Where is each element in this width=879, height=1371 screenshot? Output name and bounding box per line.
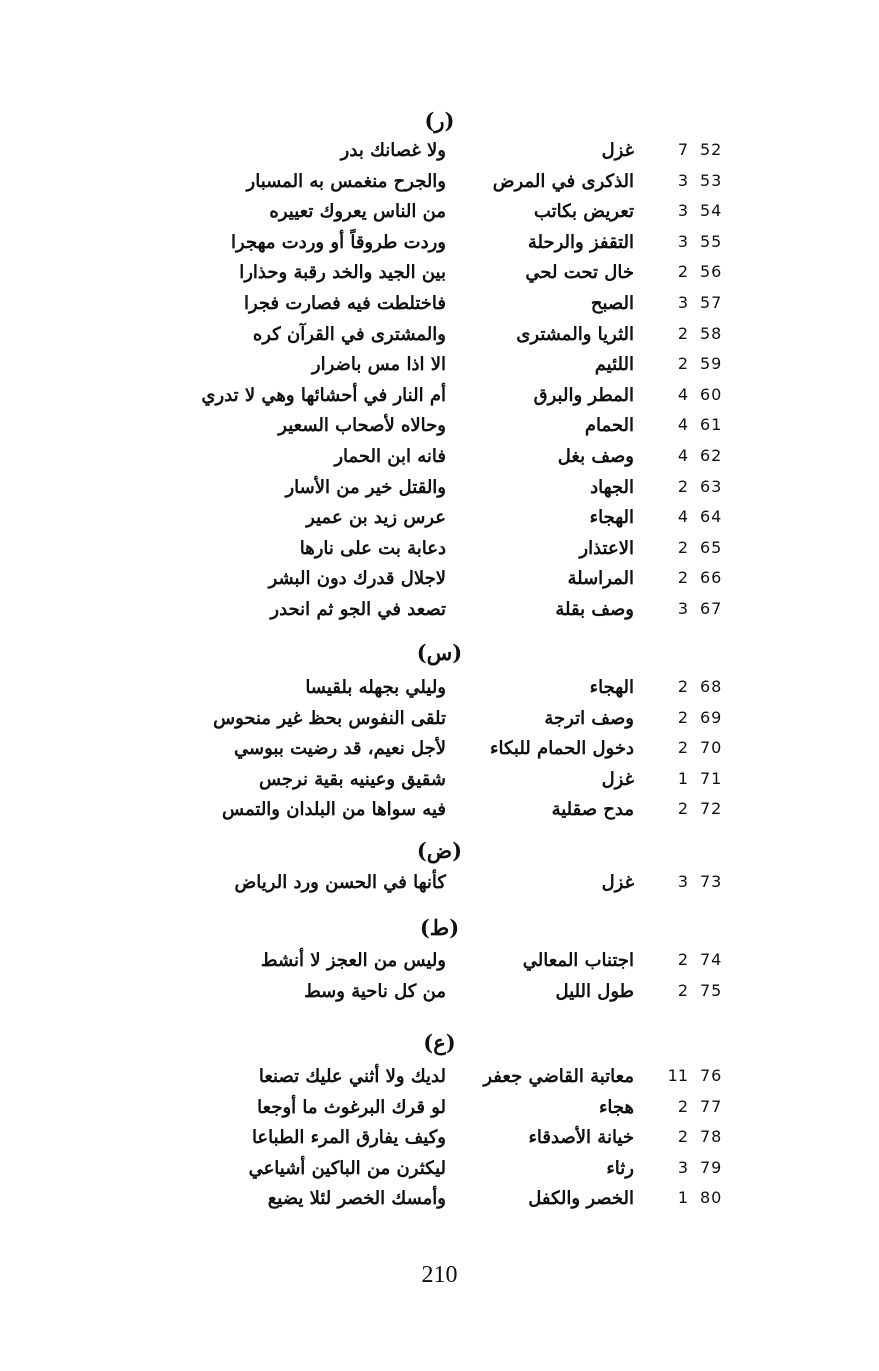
section-heading: (ع) (423, 1030, 456, 1055)
verse-count: 4 (677, 507, 688, 527)
poem-number: 52 (700, 140, 723, 159)
index-row (0, 1127, 879, 1157)
verse-excerpt: لو قرك البرغوث ما أوجعا (257, 1096, 446, 1118)
poem-topic: اجتناب المعالي (522, 950, 634, 971)
index-row (0, 568, 879, 598)
verse-count: 2 (677, 707, 688, 727)
poem-number: 68 (700, 677, 723, 696)
section-heading: (ر) (424, 108, 455, 133)
verse-count: 2 (677, 537, 688, 557)
index-row (0, 872, 879, 902)
verse-count: 2 (677, 262, 688, 282)
poem-topic: اللئيم (594, 354, 634, 376)
verse-excerpt: فيه سواها من البلدان والتمس (222, 799, 446, 821)
poem-topic: المطر والبرق (533, 384, 634, 406)
verse-excerpt: وليس من العجز لا أنشط (260, 950, 446, 971)
verse-excerpt: وكيف يفارق المرء الطباعا (251, 1127, 446, 1149)
poem-number: 79 (700, 1157, 723, 1177)
index-row (0, 677, 879, 707)
verse-count: 2 (677, 980, 688, 1000)
verse-count: 2 (677, 950, 688, 969)
index-row (0, 477, 879, 507)
poem-number: 66 (700, 568, 723, 588)
poem-number: 65 (700, 537, 723, 557)
poem-number: 59 (700, 354, 723, 374)
verse-count: 2 (677, 476, 688, 496)
poem-number: 58 (700, 323, 723, 343)
verse-excerpt: شقيق وعينيه بقية نرجس (258, 768, 446, 790)
poem-number: 54 (700, 201, 723, 221)
poem-topic: الحمام (584, 415, 634, 437)
index-row (0, 507, 879, 537)
verse-excerpt: كأنها في الحسن ورد الرياض (234, 872, 446, 893)
index-row (0, 981, 879, 1011)
poem-topic: غزل (601, 768, 634, 790)
poem-number: 63 (700, 476, 723, 496)
poem-topic: غزل (601, 140, 634, 161)
poem-topic: الهجاء (589, 507, 634, 529)
index-row (0, 232, 879, 262)
poem-topic: وصف اترجة (544, 707, 634, 729)
poem-topic: خال تحت لحي (525, 262, 634, 284)
verse-count: 4 (677, 415, 688, 435)
verse-count: 2 (677, 568, 688, 588)
verse-excerpt: من كل ناحية وسط (304, 980, 446, 1002)
verse-count: 3 (677, 1157, 688, 1177)
poem-number: 57 (700, 293, 723, 312)
poem-number: 53 (700, 170, 723, 190)
verse-excerpt: والقتل خير من الأسار (285, 476, 446, 498)
verse-excerpt: عرس زيد بن عمير (306, 507, 446, 529)
verse-count: 3 (677, 170, 688, 190)
verse-count: 2 (677, 677, 688, 696)
verse-excerpt: تصعد في الجو ثم انحدر (270, 599, 446, 620)
verse-excerpt: فانه ابن الحمار (334, 446, 446, 467)
index-row (0, 354, 879, 384)
verse-count: 3 (677, 231, 688, 251)
poem-topic: تعريض بكاتب (533, 201, 634, 223)
verse-count: 2 (677, 354, 688, 374)
verse-count: 2 (677, 1127, 688, 1147)
poem-topic: غزل (601, 872, 634, 893)
poem-topic: وصف بغل (557, 446, 634, 467)
poem-number: 77 (700, 1096, 723, 1116)
poem-number: 72 (700, 799, 723, 819)
verse-count: 7 (677, 140, 688, 159)
poem-number: 80 (700, 1188, 723, 1208)
verse-excerpt: لأجل نعيم، قد رضيت ببوسي (234, 738, 446, 760)
index-row (0, 324, 879, 354)
index-row (0, 1158, 879, 1188)
poem-topic: الصبح (590, 293, 634, 314)
verse-excerpt: وحالاه لأصحاب السعير (278, 415, 446, 437)
index-row (0, 708, 879, 738)
poem-number: 62 (700, 446, 723, 465)
verse-count: 1 (677, 768, 688, 788)
verse-excerpt: الا اذا مس باضرار (311, 354, 446, 376)
verse-count: 4 (677, 446, 688, 465)
poem-topic: مدح صقلية (551, 799, 634, 821)
poem-topic: رثاء (606, 1157, 634, 1179)
poem-topic: التقفز والرحلة (527, 231, 634, 253)
index-row (0, 599, 879, 629)
verse-excerpt: لديك ولا أثني عليك تصنعا (258, 1066, 446, 1087)
index-row (0, 446, 879, 476)
page-number: 210 (421, 1262, 458, 1288)
index-row (0, 293, 879, 323)
verse-count: 2 (677, 1096, 688, 1116)
poem-number: 67 (700, 599, 723, 618)
poem-number: 64 (700, 507, 723, 527)
verse-excerpt: من الناس يعروك تعييره (269, 201, 446, 223)
poem-number: 73 (700, 872, 723, 891)
index-row (0, 201, 879, 231)
verse-excerpt: والجرح منغمس به المسبار (246, 170, 446, 192)
index-row (0, 799, 879, 829)
poem-number: 61 (700, 415, 723, 435)
poem-topic: الجهاد (590, 476, 634, 498)
poem-topic: الذكرى في المرض (492, 170, 634, 192)
verse-excerpt: وردت طروقاً أو وردت مهجرا (231, 231, 446, 253)
verse-excerpt: دعابة بت على نارها (299, 537, 446, 559)
poem-number: 55 (700, 231, 723, 251)
verse-count: 3 (677, 201, 688, 221)
verse-excerpt: والمشترى في القرآن كره (252, 323, 446, 345)
verse-excerpt: ليكثرن من الباكين أشياعي (248, 1157, 446, 1179)
verse-excerpt: لاجلال قدرك دون البشر (268, 568, 446, 590)
section-heading: (ض) (416, 838, 463, 863)
verse-excerpt: وليلي بجهله بلقيسا (305, 677, 446, 698)
poem-topic: وصف بقلة (555, 599, 634, 620)
section-heading: (ط) (419, 915, 460, 940)
verse-count: 3 (677, 599, 688, 618)
section-heading: (س) (416, 640, 463, 665)
poem-number: 60 (700, 384, 723, 404)
verse-count: 1 (677, 1188, 688, 1208)
poem-topic: هجاء (598, 1096, 634, 1118)
index-row (0, 738, 879, 768)
poem-number: 70 (700, 738, 723, 758)
index-row (0, 1188, 879, 1218)
verse-count: 4 (677, 384, 688, 404)
poem-topic: المراسلة (567, 568, 634, 590)
verse-count: 3 (677, 293, 688, 312)
poem-topic: الاعتذار (579, 537, 634, 559)
verse-excerpt: فاختلطت فيه فصارت فجرا (243, 293, 446, 314)
verse-count: 3 (677, 872, 688, 891)
verse-count: 2 (677, 738, 688, 758)
poem-topic: طول الليل (555, 980, 634, 1002)
index-row (0, 1066, 879, 1096)
index-row (0, 538, 879, 568)
index-row (0, 769, 879, 799)
verse-count: 2 (677, 799, 688, 819)
verse-excerpt: أم النار في أحشائها وهي لا تدري (201, 384, 446, 406)
verse-excerpt: بين الجيد والخد رقبة وحذارا (239, 262, 446, 284)
poem-topic: الهجاء (589, 677, 634, 698)
poem-topic: خيانة الأصدقاء (528, 1127, 634, 1149)
poem-topic: الخصر والكفل (528, 1188, 634, 1210)
poem-topic: معاتبة القاضي جعفر (483, 1066, 634, 1087)
poem-number: 69 (700, 707, 723, 727)
index-row (0, 171, 879, 201)
poem-number: 71 (700, 768, 723, 788)
index-row (0, 415, 879, 445)
index-row (0, 140, 879, 170)
poem-number: 74 (700, 950, 723, 969)
verse-excerpt: ولا غصانك بدر (340, 140, 446, 161)
poem-number: 75 (700, 980, 723, 1000)
poem-number: 56 (700, 262, 723, 282)
poem-topic: الثريا والمشترى (516, 323, 634, 345)
poem-number: 78 (700, 1127, 723, 1147)
index-row (0, 262, 879, 292)
verse-count: 2 (677, 323, 688, 343)
index-row (0, 950, 879, 980)
index-row (0, 385, 879, 415)
index-row (0, 1097, 879, 1127)
poem-topic: دخول الحمام للبكاء (490, 738, 634, 760)
poem-number: 76 (700, 1066, 723, 1085)
verse-excerpt: وأمسك الخصر لئلا يضيع (267, 1188, 446, 1210)
verse-count: 11 (667, 1066, 688, 1085)
verse-excerpt: تلقى النفوس بحظ غير منحوس (213, 707, 446, 729)
